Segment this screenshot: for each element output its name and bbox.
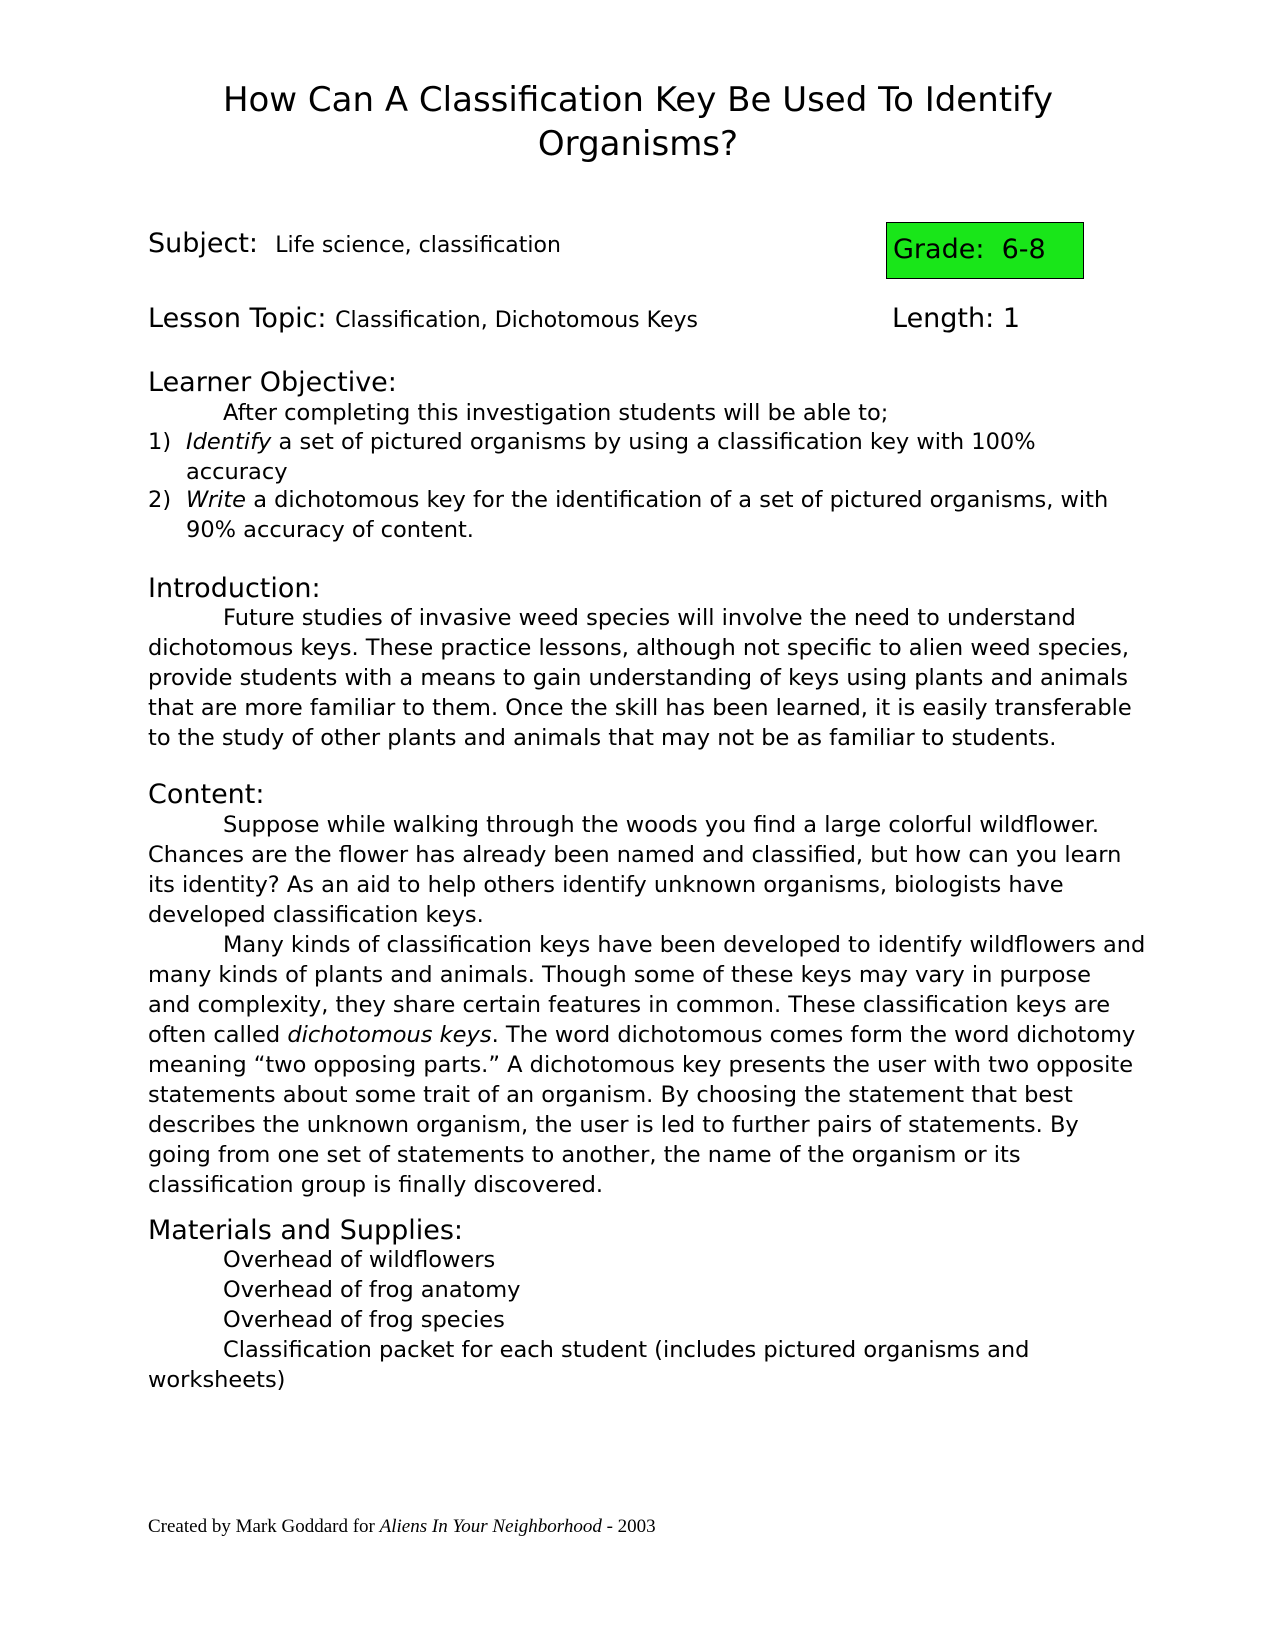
intro-line: provide students with a means to gain understanding of keys using plants and animals: [148, 665, 1129, 691]
content-line: statements about some trait of an organism. By choosing the statement that best: [148, 1082, 1073, 1108]
intro-line: to the study of other plants and animals that may not be as familiar to students.: [148, 725, 1057, 751]
dichotomous-keys-term: dichotomous keys: [287, 1022, 492, 1048]
objective-number: 1): [148, 429, 172, 455]
subject-label: Subject:: [148, 228, 259, 259]
objective-item-2: [148, 485, 1108, 545]
intro-line: dichotomous keys. These practice lessons, although not specific to alien weed species,: [148, 635, 1130, 661]
materials-item: Overhead of frog anatomy: [223, 1277, 521, 1303]
title-line-1: How Can A Classification Key Be Used To Identify: [222, 80, 1054, 120]
page-title: [148, 78, 1128, 166]
objective-number: 2): [148, 487, 172, 513]
content-line: Suppose while walking through the woods you find a large colorful wildflower.: [223, 812, 1100, 838]
objective-text-cont: 90% accuracy of content.: [186, 517, 474, 543]
content-text: . The word dichotomous comes form the word dichotomy: [491, 1022, 1136, 1048]
objective-text-cont: accuracy: [186, 459, 288, 485]
content-line: developed classification keys.: [148, 902, 484, 928]
learner-objective-heading: Learner Objective:: [148, 367, 397, 398]
lesson-topic-row: [148, 302, 698, 338]
introduction-paragraph: [148, 603, 1132, 753]
lesson-topic-label: Lesson Topic:: [148, 303, 327, 334]
lesson-topic-value: Classification, Dichotomous Keys: [335, 308, 698, 333]
footer-text: Created by Mark Goddard for: [148, 1516, 380, 1537]
content-text: often called: [148, 1022, 288, 1048]
intro-line: Future studies of invasive weed species will involve the need to understand: [223, 605, 1076, 631]
materials-list: [148, 1245, 1029, 1395]
grade-badge: [886, 222, 1084, 279]
document-page: [148, 0, 1146, 1650]
subject-row: [148, 227, 561, 263]
content-line: Chances are the flower has already been named and classified, but how can you learn: [148, 842, 1122, 868]
objective-verb: Identify: [186, 429, 272, 455]
objective-item-1: [148, 427, 1036, 487]
content-line: many kinds of plants and animals. Though some of these keys may vary in purpose: [148, 962, 1091, 988]
intro-line: that are more familiar to them. Once the skill has been learned, it is easily transferable: [148, 695, 1132, 721]
content-line: [148, 1020, 1145, 1050]
materials-item: Overhead of frog species: [223, 1307, 505, 1333]
footer-year: - 2003: [601, 1516, 656, 1537]
content-line: describes the unknown organism, the user is led to further pairs of statements. By: [148, 1112, 1079, 1138]
grade-value: 6-8: [1001, 234, 1046, 265]
content-line: its identity? As an aid to help others identify unknown organisms, biologists have: [148, 872, 1064, 898]
page-footer: [148, 1515, 656, 1539]
length-value: 1: [1002, 303, 1021, 334]
footer-project-name: Aliens In Your Neighborhood: [379, 1516, 602, 1537]
introduction-heading: Introduction:: [148, 573, 321, 604]
content-line: Many kinds of classification keys have been developed to identify wildflowers and: [223, 932, 1146, 958]
content-line: meaning “two opposing parts.” A dichotomous key presents the user with two opposite: [148, 1052, 1134, 1078]
objective-verb: Write: [186, 487, 247, 513]
content-line: going from one set of statements to another, the name of the organism or its: [148, 1142, 1021, 1168]
content-paragraphs: [148, 810, 1145, 1200]
subject-value: Life science, classification: [275, 233, 561, 258]
materials-item: Classification packet for each student (includes pictured organisms and: [223, 1337, 1030, 1363]
materials-item: Overhead of wildflowers: [223, 1247, 496, 1273]
objective-text: a dichotomous key for the identification of a set of pictured organisms, with: [253, 487, 1109, 513]
length-row: [892, 302, 1020, 336]
grade-label: Grade:: [893, 234, 985, 265]
title-line-2: Organisms?: [537, 124, 739, 164]
objective-intro: After completing this investigation students will be able to;: [223, 400, 889, 426]
content-line: classification group is finally discovered.: [148, 1172, 604, 1198]
materials-heading: Materials and Supplies:: [148, 1215, 464, 1246]
content-heading: Content:: [148, 779, 265, 810]
content-line: and complexity, they share certain features in common. These classification keys are: [148, 992, 1111, 1018]
materials-item-cont: worksheets): [148, 1367, 286, 1393]
objective-text: a set of pictured organisms by using a classification key with 100%: [278, 429, 1036, 455]
length-label: Length:: [892, 303, 995, 334]
